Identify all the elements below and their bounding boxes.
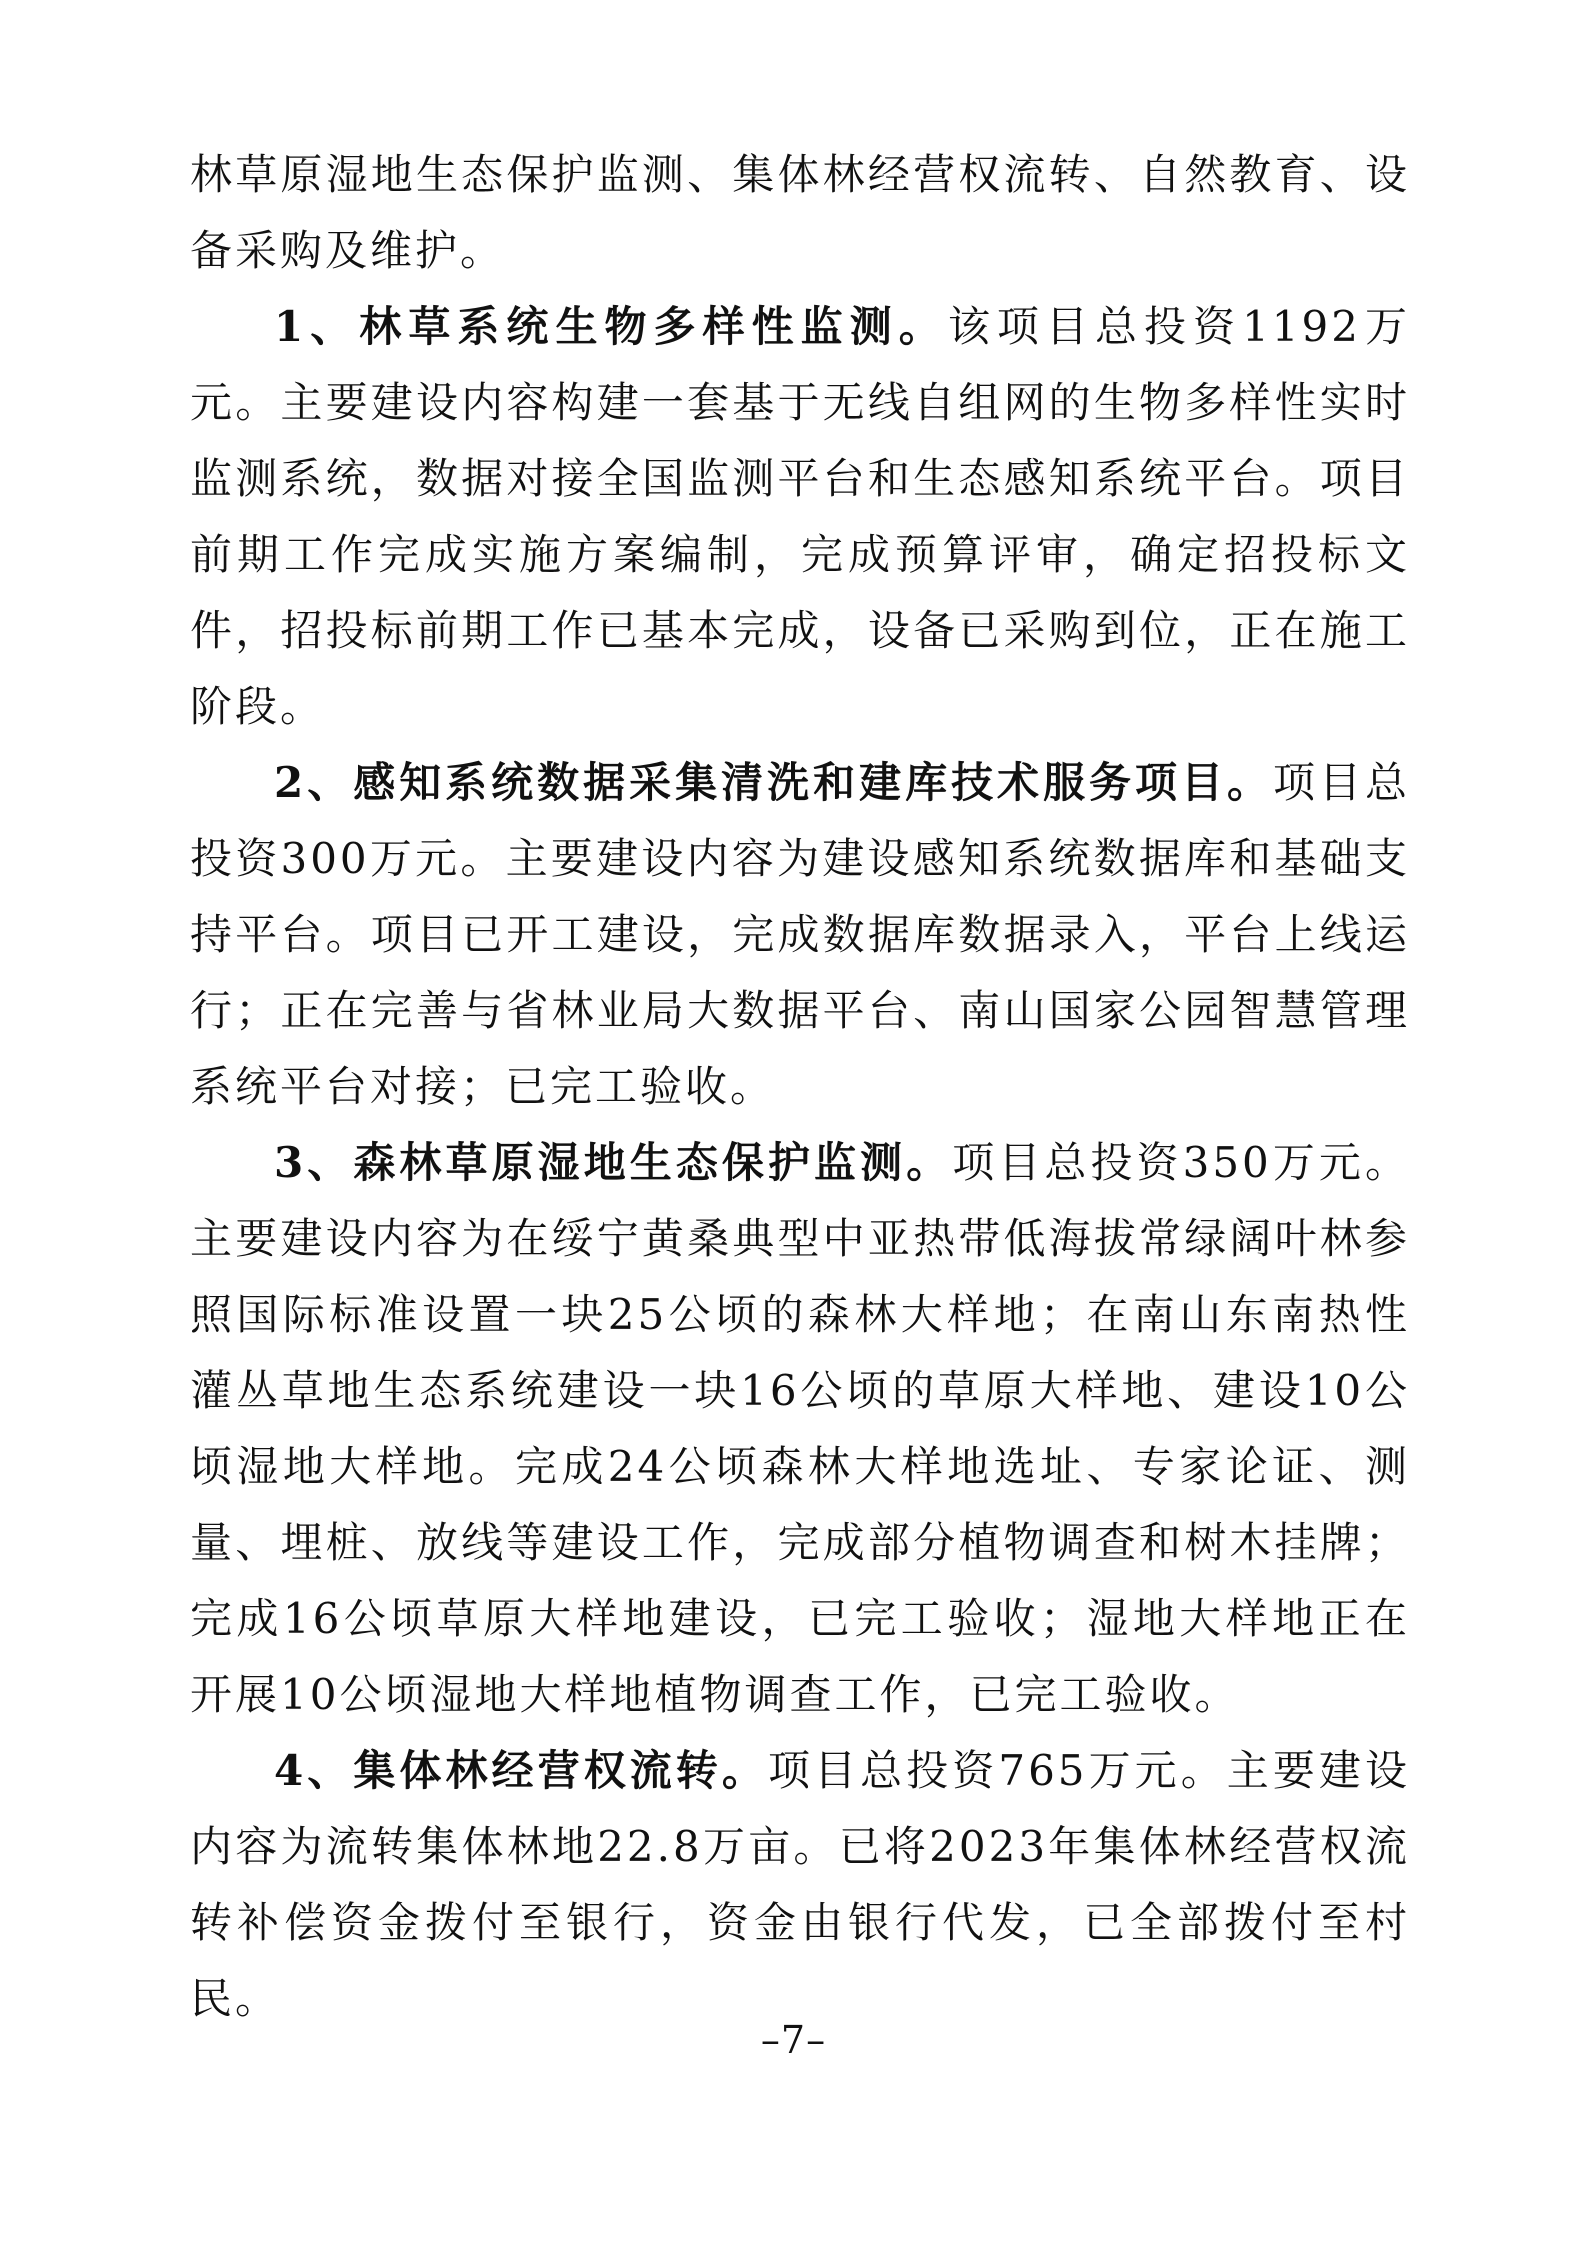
section-3-heading: 3、森林草原湿地生态保护监测。 bbox=[274, 1138, 953, 1187]
intro-text: 林草原湿地生态保护监测、集体林经营权流转、自然教育、设备采购及维护。 bbox=[190, 150, 1410, 275]
section-4-heading: 4、集体林经营权流转。 bbox=[274, 1746, 768, 1795]
section-4-paragraph bbox=[190, 1733, 1410, 2037]
section-4-body: 项目总投资765万元。主要建设内容为流转集体林地22.8万亩。已将2023年集体林经营权流转补偿资金拨付至银行，资金由银行代发，已全部拨付至村民。 bbox=[190, 1746, 1410, 2023]
section-1-heading: 1、林草系统生物多样性监测。 bbox=[274, 302, 948, 351]
page-number: –7– bbox=[760, 2018, 827, 2062]
section-2-body: 项目总投资300万元。主要建设内容为建设感知系统数据库和基础支持平台。项目已开工建设，完成数据库数据录入，平台上线运行；正在完善与省林业局大数据平台、南山国家公园智慧管理系统平台对接；已完工验收。 bbox=[190, 758, 1410, 1111]
section-2-paragraph bbox=[190, 745, 1410, 1125]
section-3-paragraph bbox=[190, 1125, 1410, 1733]
section-3-body: 项目总投资350万元。主要建设内容为在绥宁黄桑典型中亚热带低海拔常绿阔叶林参照国际标准设置一块25公顷的森林大样地；在南山东南热性灌丛草地生态系统建设一块16公顷的草原大样地、建设10公顷湿地大样地。完成24公顷森林大样地选址、专家论证、测量、埋桩、放线等建设工作，完成部分植物调查和树木挂牌；完成16公顷草原大样地建设，已完工验收；湿地大样地正在开展10公顷湿地大样地植物调查工作，已完工验收。 bbox=[190, 1138, 1410, 1719]
section-1-paragraph bbox=[190, 289, 1410, 745]
page-content bbox=[190, 137, 1410, 2037]
section-2-heading: 2、感知系统数据采集清洗和建库技术服务项目。 bbox=[274, 758, 1273, 807]
section-1-body: 该项目总投资1192万元。主要建设内容构建一套基于无线自组网的生物多样性实时监测系统，数据对接全国监测平台和生态感知系统平台。项目前期工作完成实施方案编制，完成预算评审，确定招投标文件，招投标前期工作已基本完成，设备已采购到位，正在施工阶段。 bbox=[190, 302, 1410, 731]
intro-paragraph bbox=[190, 137, 1410, 289]
